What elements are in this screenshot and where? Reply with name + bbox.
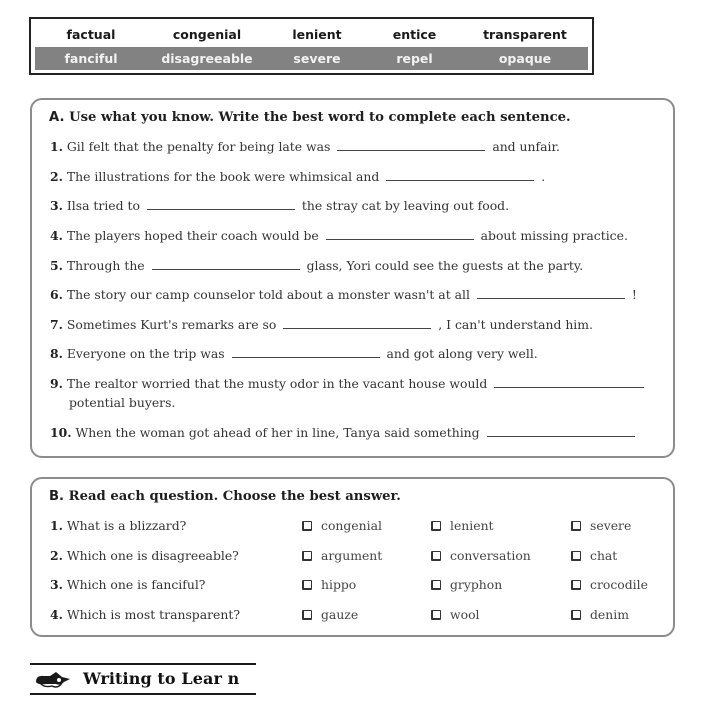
item-number: 7. — [50, 317, 63, 332]
answer-option[interactable] — [302, 577, 356, 592]
item-number: 9. — [50, 376, 63, 391]
question-text: What is a blizzard? — [66, 518, 187, 533]
word-bank-word: opaque — [498, 51, 552, 66]
option-label: wool — [450, 607, 480, 622]
sentence-after: and unfair. — [492, 139, 560, 154]
section-letter: A. — [49, 110, 65, 125]
section-b — [30, 477, 675, 637]
item-number: 10. — [50, 425, 72, 440]
word-bank-word: fanciful — [64, 51, 118, 66]
sentence-item — [50, 423, 638, 442]
checkbox-icon[interactable] — [302, 551, 312, 561]
item-number: 1. — [50, 518, 63, 533]
checkbox-icon[interactable] — [431, 580, 441, 590]
word-bank-word: transparent — [483, 27, 567, 42]
sentence-item — [50, 226, 628, 245]
checkbox-icon[interactable] — [431, 610, 441, 620]
sentence-after: glass, Yori could see the guests at the party. — [306, 258, 584, 273]
section-letter: B. — [49, 489, 65, 504]
pen-icon — [34, 670, 74, 690]
sentence-item — [50, 315, 593, 334]
word-bank-word: lenient — [292, 27, 342, 42]
banner-title: Writing to Lear n — [83, 669, 240, 688]
checkbox-icon[interactable] — [431, 551, 441, 561]
option-label: hippo — [321, 577, 357, 592]
sentence-before: The illustrations for the book were whimsical and — [66, 169, 380, 184]
sentence-before: Ilsa tried to — [66, 198, 140, 213]
item-number: 4. — [50, 228, 63, 243]
answer-option[interactable] — [431, 518, 494, 533]
sentence-item — [50, 285, 637, 304]
checkbox-icon[interactable] — [571, 551, 581, 561]
section-b-title — [49, 489, 401, 504]
sentence-before: Gil felt that the penalty for being late was — [66, 139, 331, 154]
sentence-before: Sometimes Kurt's remarks are so — [66, 317, 277, 332]
answer-blank[interactable] — [494, 375, 644, 388]
section-instruction: Use what you know. Write the best word to complete each sentence. — [69, 110, 571, 125]
answer-blank[interactable] — [326, 227, 474, 240]
section-a — [30, 98, 675, 458]
item-number: 3. — [50, 198, 63, 213]
answer-option[interactable] — [571, 577, 648, 592]
section-a-title — [49, 110, 571, 125]
option-label: conversation — [450, 548, 531, 563]
answer-option[interactable] — [302, 518, 382, 533]
word-bank-word: entice — [392, 27, 437, 42]
checkbox-icon[interactable] — [571, 580, 581, 590]
item-number: 8. — [50, 346, 63, 361]
answer-blank[interactable] — [477, 286, 625, 299]
sentence-item — [50, 196, 509, 215]
word-bank-word: repel — [396, 51, 433, 66]
option-label: gauze — [321, 607, 359, 622]
sentence-continuation: potential buyers. — [69, 395, 176, 410]
item-number: 4. — [50, 607, 63, 622]
sentence-item — [50, 167, 545, 186]
sentence-item — [50, 256, 583, 275]
option-label: crocodile — [590, 577, 648, 592]
divider — [30, 663, 256, 665]
writing-to-learn-banner — [30, 663, 256, 695]
question — [50, 577, 205, 592]
checkbox-icon[interactable] — [302, 580, 312, 590]
option-label: lenient — [450, 518, 494, 533]
sentence-before: Everyone on the trip was — [66, 346, 225, 361]
checkbox-icon[interactable] — [431, 521, 441, 531]
question — [50, 518, 186, 533]
answer-option[interactable] — [571, 607, 629, 622]
item-number: 1. — [50, 139, 63, 154]
sentence-after: . — [541, 169, 546, 184]
option-label: chat — [590, 548, 618, 563]
question-text: Which one is fanciful? — [66, 577, 206, 592]
sentence-item — [50, 137, 560, 156]
checkbox-icon[interactable] — [571, 521, 581, 531]
answer-blank[interactable] — [147, 197, 295, 210]
sentence-after: the stray cat by leaving out food. — [301, 198, 510, 213]
sentence-item — [50, 344, 538, 363]
question-text: Which one is disagreeable? — [66, 548, 239, 563]
sentence-before: The realtor worried that the musty odor in the vacant house would — [66, 376, 488, 391]
item-number: 3. — [50, 577, 63, 592]
sentence-after: ! — [631, 287, 637, 302]
word-bank-row-2 — [35, 47, 588, 70]
option-label: denim — [590, 607, 629, 622]
answer-option[interactable] — [431, 607, 480, 622]
sentence-before: The players hoped their coach would be — [66, 228, 319, 243]
answer-blank[interactable] — [283, 316, 431, 329]
checkbox-icon[interactable] — [571, 610, 581, 620]
item-number: 6. — [50, 287, 63, 302]
word-bank-word: factual — [66, 27, 116, 42]
word-bank-word: severe — [293, 51, 341, 66]
question-text: Which is most transparent? — [66, 607, 240, 622]
sentence-item — [50, 374, 647, 412]
answer-blank[interactable] — [152, 257, 300, 270]
option-label: gryphon — [450, 577, 503, 592]
answer-option[interactable] — [571, 518, 631, 533]
word-bank-row-1 — [35, 23, 588, 46]
divider — [30, 693, 256, 695]
checkbox-icon[interactable] — [302, 610, 312, 620]
checkbox-icon[interactable] — [302, 521, 312, 531]
answer-option[interactable] — [302, 548, 382, 563]
sentence-before: The story our camp counselor told about a monster wasn't at all — [66, 287, 470, 302]
word-bank-word: disagreeable — [161, 51, 253, 66]
option-label: congenial — [321, 518, 382, 533]
answer-blank[interactable] — [337, 138, 485, 151]
answer-option[interactable] — [431, 577, 502, 592]
sentence-after: and got along very well. — [386, 346, 538, 361]
item-number: 2. — [50, 548, 63, 563]
item-number: 2. — [50, 169, 63, 184]
answer-blank[interactable] — [232, 345, 380, 358]
sentence-after: about missing practice. — [480, 228, 628, 243]
sentence-after: , I can't understand him. — [438, 317, 593, 332]
word-bank-word: congenial — [172, 27, 242, 42]
answer-option[interactable] — [302, 607, 358, 622]
answer-option[interactable] — [431, 548, 531, 563]
sentence-before: When the woman got ahead of her in line, Tanya said something — [75, 425, 480, 440]
answer-blank[interactable] — [386, 168, 534, 181]
question — [50, 607, 240, 622]
option-label: severe — [590, 518, 632, 533]
option-label: argument — [321, 548, 383, 563]
section-instruction: Read each question. Choose the best answer. — [68, 489, 401, 504]
answer-blank[interactable] — [487, 424, 635, 437]
sentence-before: Through the — [66, 258, 145, 273]
word-bank — [29, 17, 594, 75]
item-number: 5. — [50, 258, 63, 273]
answer-option[interactable] — [571, 548, 617, 563]
question — [50, 548, 239, 563]
